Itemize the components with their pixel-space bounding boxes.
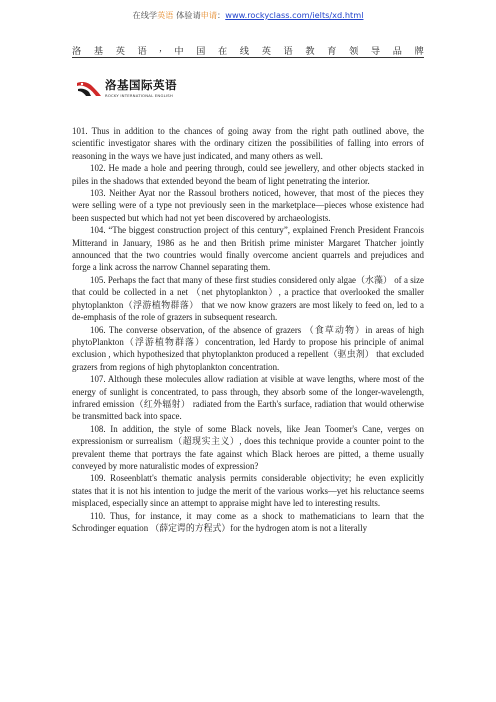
slogan-char: 线 bbox=[239, 46, 250, 56]
paragraph-108: 108. In addition, the style of some Black novels, like Jean Toomer's Cane, verges on expressionism or surrealism（超现实主义）, does this technique provide a counter point to the prevalent theme that portrays the fate against which Black heroes are pitted, a theme usually conveyed by more naturalistic modes of expression? bbox=[72, 423, 424, 471]
slogan-char: 英 bbox=[261, 46, 271, 56]
slogan-char: 牌 bbox=[414, 46, 424, 56]
slogan-char: 语 bbox=[283, 46, 293, 56]
banner-middle: 体验请 bbox=[173, 10, 201, 20]
paragraph-102: 102. He made a hole and peering through, could see jewellery, and other objects stacked in piles in the shadows that extended beyond the beam of light penetrating the interior. bbox=[72, 163, 424, 186]
slogan-char: 基 bbox=[93, 46, 104, 56]
promo-banner bbox=[0, 10, 496, 21]
banner-colon: ： bbox=[217, 10, 226, 20]
slogan-char: 语 bbox=[137, 46, 147, 56]
slogan-char: 育 bbox=[327, 46, 337, 56]
paragraph-109: 109. Roseenblatt's thematic analysis permits considerable objectivity; he even explicitly states that it is not his intention to judge the merit of the various works—yet his reluctance seems misplaced, especially since an attempt to appraise might have led to interesting results. bbox=[72, 473, 424, 509]
paragraph-106: 106. The converse observation, of the absence of grazers （食草动物）in areas of high phytoPlankton（浮游植物群落）concentration, led Hardy to propose his principle of animal exclusion , which hypothesized that phytoplankton produced a repellent（驱虫剂） that excluded grazers from regions of high phytoplankton concentration. bbox=[72, 324, 424, 372]
slogan bbox=[72, 43, 424, 57]
rocky-logo-icon bbox=[76, 80, 102, 98]
slogan-char: , bbox=[159, 43, 162, 53]
banner-highlight-english: 英语 bbox=[157, 10, 174, 20]
paragraph-103: 103. Neither Ayat nor the Rassoul brothers noticed, however, that most of the pieces they were selling were of a type not previously seen in the marketplace—pieces whose existence had been suspected but which had not yet been discovered by archaeologists. bbox=[72, 188, 424, 223]
banner-highlight-apply: 申请 bbox=[200, 10, 218, 20]
slogan-char: 教 bbox=[305, 46, 315, 56]
logo-english-name: ROCKY INTERNATIONAL ENGLISH bbox=[105, 92, 173, 98]
slogan-char: 洛 bbox=[72, 46, 82, 56]
brand-logo bbox=[76, 78, 186, 100]
slogan-char: 领 bbox=[349, 46, 359, 56]
header-divider bbox=[72, 57, 424, 58]
paragraph-104: 104. “The biggest construction project of this century”, explained French President Francois Mitterand in January, 1986 as he and then British prime minister Margaret Thatcher jointly announced that the two countries would finally overcome ancient quarrels and prejudices and forge a link across the narrow Channel separating them. bbox=[72, 225, 424, 273]
banner-link[interactable]: www.rockyclass.com/ielts/xd.html bbox=[225, 10, 364, 20]
slogan-char: 导 bbox=[370, 46, 381, 56]
paragraph-105: 105. Perhaps the fact that many of these first studies considered only algae（水藻） of a size that could be collected in a net （net phytoplankton）, a practice that overlooked the smaller phytoplankton（浮游植物群落） that we now know grazers are most likely to feed on, led to a de-emphasis of the role of grazers in subsequent research. bbox=[72, 274, 424, 323]
slogan-char: 国 bbox=[196, 46, 206, 56]
paragraph-110: 110. Thus, for instance, it may come as a shock to mathematicians to learn that the Schrodinger equation （薛定谔的方程式）for the hydrogen atom is not a literally bbox=[72, 510, 424, 533]
paragraph-107: 107. Although these molecules allow radiation at visible at wave lengths, where most of the energy of sunlight is concentrated, to pass through, they absorb some of the longer-wavelength, infrared emission（红外辐射） radiated from the Earth's surface, radiation that would otherwise be transmitted back into space. bbox=[72, 374, 424, 422]
banner-prefix: 在线学 bbox=[132, 10, 158, 20]
slogan-char: 在 bbox=[218, 46, 228, 56]
slogan-char: 品 bbox=[392, 46, 402, 56]
document-body bbox=[72, 125, 424, 534]
paragraph-101: 101. Thus in addition to the chances of going away from the right path outlined above, the scientific investigator shares with the ordinary citizen the possibilities of falling into errors of reasoning in the ways we have just indicated, and many others as well. bbox=[72, 126, 424, 161]
slogan-char: 中 bbox=[174, 46, 184, 56]
logo-chinese-name: 洛基国际英语 bbox=[105, 78, 177, 93]
slogan-char: 英 bbox=[115, 46, 125, 56]
